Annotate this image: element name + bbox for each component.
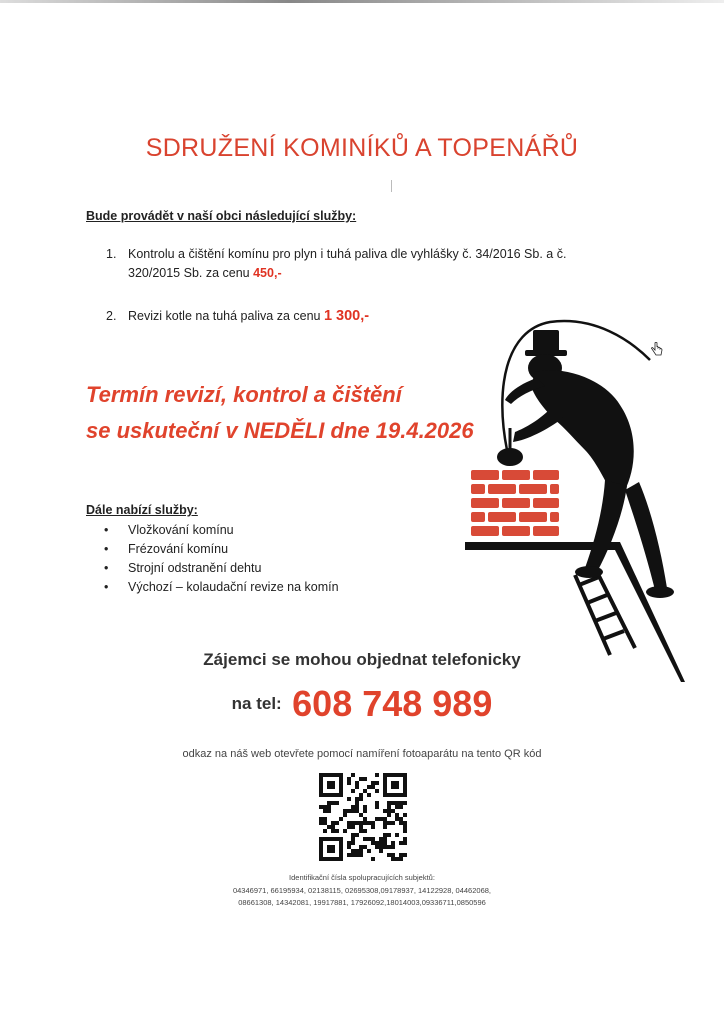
ids-line: 08661308, 14342081, 19917881, 17926092,18014003,09336711,0850596 [238, 898, 486, 907]
ids-line: 04346971, 66195934, 02138115, 02695308,09178937, 14122928, 04462068, [232, 886, 492, 895]
service-item-1 [106, 245, 626, 285]
top-border [0, 0, 724, 3]
service-line: Revizi kotle na tuhá paliva za cenu [128, 309, 324, 323]
qr-code-icon[interactable] [319, 773, 407, 861]
list-item: • Výchozí – kolaudační revize na komín [104, 578, 339, 597]
service-line: 320/2015 Sb. za cenu [128, 266, 254, 280]
hand-cursor-icon [650, 342, 664, 358]
service-number: 1. [106, 247, 117, 261]
bullet-icon: • [104, 523, 109, 537]
service-line: Kontrolu a čištění komínu pro plyn i tuhá paliva dle vyhlášky č. 34/2016 Sb. a č. [128, 247, 567, 261]
contact-heading: Zájemci se mohou objednat telefonicky [203, 650, 521, 669]
divider-mark [391, 180, 392, 192]
service-number: 2. [106, 309, 117, 323]
service-price: 1 300,- [323, 308, 370, 324]
more-services-list [104, 521, 339, 597]
bullet-icon: • [104, 542, 109, 556]
page-title: SDRUŽENÍ KOMINÍKŮ A TOPENÁŘŮ [145, 134, 579, 162]
service-item-2 [106, 307, 506, 327]
list-item: • Strojní odstranění dehtu [104, 559, 339, 578]
phone-number[interactable]: 608 748 989 [292, 683, 493, 724]
list-item: • Frézování komínu [104, 540, 339, 559]
bullet-icon: • [104, 580, 109, 594]
phone-label: na tel: [231, 694, 282, 713]
ladder-icon [575, 568, 635, 655]
phone-row [0, 683, 724, 725]
bullet-icon: • [104, 561, 109, 575]
service-text [128, 307, 369, 326]
service-price: 450,- [253, 266, 282, 280]
term-line-1: Termín revizí, kontrol a čištění [86, 382, 402, 407]
ids-heading: Identifikační čísla spolupracujících subjektů: [289, 873, 435, 882]
more-services-heading: Dále nabízí služby: [86, 503, 198, 517]
service-text [128, 245, 618, 283]
chimney-icon [469, 468, 561, 542]
ids-list [0, 885, 724, 909]
term-line-2: se uskuteční v NEDĚLI dne 19.4.2026 [86, 418, 474, 443]
list-item: • Vložkování komínu [104, 521, 339, 540]
sweep-figure-icon [505, 330, 674, 598]
qr-note: odkaz na náš web otevřete pomocí namíření fotoaparátu na tento QR kód [182, 748, 542, 760]
services-intro: Bude provádět v naší obci následující služby: [86, 209, 357, 223]
chimney-sweep-illustration [455, 310, 685, 682]
